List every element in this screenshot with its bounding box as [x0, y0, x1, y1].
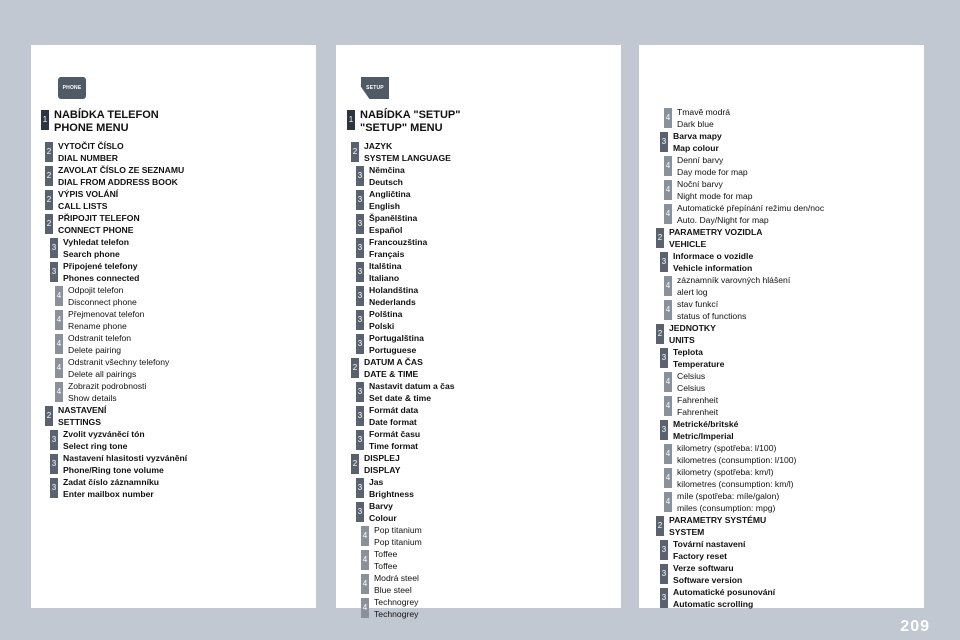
entry-label-english: Map colour [673, 142, 719, 153]
entry-label-czech: Tovární nastavení [673, 539, 746, 549]
entry-text [369, 261, 401, 285]
level-badge: 2 [351, 142, 359, 162]
level-badge: 4 [664, 492, 672, 512]
entry-text [364, 141, 451, 165]
setup-tab-label: SETUP [366, 85, 384, 91]
entry-label-czech: Celsius [677, 371, 706, 381]
entry-label-czech: Portugalština [369, 333, 424, 343]
entry-label-czech: Angličtina [369, 189, 411, 199]
entry-label-czech: záznamník varovných hlášení [677, 275, 791, 285]
entry-label-english: Delete all pairings [68, 368, 137, 379]
entry-text [68, 309, 144, 333]
level-badge: 4 [664, 276, 672, 296]
entry-label-english: Fahrenheit [677, 406, 719, 417]
entry-label-english: CONNECT PHONE [58, 224, 134, 235]
entry-label-czech: Barva mapy [673, 131, 722, 141]
entry-label-czech: Vyhledat telefon [63, 237, 130, 247]
entry-label-english: Select ring tone [63, 440, 128, 451]
level-badge: 2 [656, 228, 664, 248]
entry-label-english: Auto. Day/Night for map [677, 214, 769, 225]
entry-text [673, 539, 745, 563]
level-badge: 3 [660, 348, 668, 368]
entry-label-czech: Nastavit datum a čas [369, 381, 455, 391]
entry-text [68, 381, 146, 405]
entry-label-czech: Automatické posunování [673, 587, 776, 597]
entry-label-english: Español [369, 224, 403, 235]
level-badge: 4 [361, 574, 369, 594]
page-number: 209 [900, 618, 930, 635]
level-badge: 3 [356, 286, 364, 306]
entry-label-czech: Polština [369, 309, 403, 319]
level-badge: 3 [660, 132, 668, 152]
entry-text [677, 179, 752, 203]
entry-label-english: Temperature [673, 358, 725, 369]
entry-label-czech: Jas [369, 477, 384, 487]
entry-text [677, 107, 730, 131]
level-badge: 3 [50, 238, 58, 258]
level-badge: 3 [356, 238, 364, 258]
level-badge: 4 [55, 286, 63, 306]
entry-text [369, 429, 420, 453]
entry-label-czech: Formát času [369, 429, 421, 439]
entry-text [63, 477, 159, 501]
entry-text [673, 587, 775, 611]
entry-label-english: VEHICLE [669, 238, 707, 249]
entry-text [673, 347, 724, 371]
entry-label-english: DIAL NUMBER [58, 152, 118, 163]
entry-label-english: Dark blue [677, 118, 714, 129]
entry-label-czech: Pop titanium [374, 525, 422, 535]
phone-tab-icon [58, 77, 86, 99]
entry-label-english: Factory reset [673, 550, 727, 561]
entry-label-english: CALL LISTS [58, 200, 108, 211]
level-badge: 3 [50, 262, 58, 282]
level-badge: 2 [45, 214, 53, 234]
entry-text [369, 333, 424, 357]
entry-label-czech: PARAMETRY VOZIDLA [669, 227, 763, 237]
entry-text [374, 573, 419, 597]
entry-label-english: status of functions [677, 310, 747, 321]
entry-text [677, 467, 794, 491]
entry-label-czech: Metrické/britské [673, 419, 739, 429]
entry-label-english: English [369, 200, 401, 211]
entry-text [369, 381, 455, 405]
entry-text [68, 285, 137, 309]
level-badge: 4 [664, 108, 672, 128]
entry-label-czech: Přejmenovat telefon [68, 309, 145, 319]
entry-label-english: SETTINGS [58, 416, 101, 427]
level-badge: 3 [356, 190, 364, 210]
level-badge: 3 [356, 310, 364, 330]
entry-label-english: Celsius [677, 382, 706, 393]
level-badge: 4 [664, 180, 672, 200]
level-badge: 3 [356, 430, 364, 450]
entry-text [677, 299, 746, 323]
entry-text [58, 165, 184, 189]
entry-text [58, 141, 124, 165]
entry-text [677, 203, 824, 227]
entry-text [677, 371, 705, 395]
level-badge: 4 [55, 382, 63, 402]
entry-label-czech: Němčina [369, 165, 405, 175]
entry-label-czech: Technogrey [374, 597, 419, 607]
entry-text [677, 395, 718, 419]
entry-label-czech: Odstranit všechny telefony [68, 357, 170, 367]
level-badge: 4 [664, 300, 672, 320]
level-badge: 2 [351, 454, 359, 474]
entry-label-english: Rename phone [68, 320, 127, 331]
entry-label-czech: Denní barvy [677, 155, 724, 165]
entry-label-czech: Francouzština [369, 237, 428, 247]
entry-label-english: Time format [369, 440, 419, 451]
entry-text [677, 491, 779, 515]
entry-label-czech: Italština [369, 261, 402, 271]
level-badge: 4 [664, 396, 672, 416]
level-badge: 2 [45, 406, 53, 426]
level-badge: 1 [347, 110, 355, 130]
level-badge: 3 [356, 166, 364, 186]
entry-label-english: Date format [369, 416, 417, 427]
entry-text [58, 213, 140, 237]
level-badge: 2 [45, 166, 53, 186]
entry-label-english: PHONE MENU [54, 121, 129, 134]
level-badge: 3 [356, 334, 364, 354]
level-badge: 4 [55, 310, 63, 330]
entry-label-english: Toffee [374, 560, 398, 571]
entry-label-english: Day mode for map [677, 166, 748, 177]
level-badge: 3 [356, 262, 364, 282]
entry-text [369, 285, 418, 309]
entry-text [68, 357, 169, 381]
level-badge: 2 [45, 142, 53, 162]
entry-text [369, 237, 427, 261]
entry-label-english: DISPLAY [364, 464, 401, 475]
entry-text [374, 525, 422, 549]
entry-text [673, 563, 742, 587]
level-badge: 4 [664, 156, 672, 176]
entry-label-english: Software version [673, 574, 743, 585]
entry-label-czech: Připojené telefony [63, 261, 138, 271]
entry-label-english: Enter mailbox number [63, 488, 154, 499]
entry-text [58, 405, 106, 429]
entry-text [677, 155, 748, 179]
level-badge: 1 [41, 110, 49, 130]
entry-label-czech: NABÍDKA "SETUP" [360, 109, 461, 121]
level-badge: 3 [50, 454, 58, 474]
entry-label-czech: DISPLEJ [364, 453, 400, 463]
entry-label-czech: NABÍDKA TELEFON [54, 109, 159, 121]
entry-label-english: "SETUP" MENU [360, 121, 443, 134]
level-badge: 3 [356, 502, 364, 522]
entry-text [58, 189, 118, 213]
level-badge: 3 [356, 382, 364, 402]
entry-text [369, 477, 414, 501]
entry-label-english: Search phone [63, 248, 120, 259]
entry-label-czech: Modrá steel [374, 573, 419, 583]
entry-label-english: Metric/Imperial [673, 430, 734, 441]
entry-label-english: DIAL FROM ADDRESS BOOK [58, 176, 178, 187]
phone-menu-panel [31, 45, 316, 608]
entry-text [669, 323, 716, 347]
entry-text [374, 597, 418, 621]
entry-label-czech: Barvy [369, 501, 393, 511]
entry-label-english: kilometres (consumption: km/l) [677, 478, 794, 489]
entry-label-czech: Zvolit vyzváněcí tón [63, 429, 145, 439]
entry-label-english: Français [369, 248, 405, 259]
entry-text [673, 131, 722, 155]
entry-label-english: Polski [369, 320, 395, 331]
entry-text [369, 165, 405, 189]
entry-label-english: Vehicle information [673, 262, 753, 273]
entry-label-english: SYSTEM [669, 526, 705, 537]
entry-text [374, 549, 397, 573]
level-badge: 4 [664, 468, 672, 488]
level-badge: 2 [656, 516, 664, 536]
entry-label-english: Phones connected [63, 272, 140, 283]
level-badge: 3 [660, 252, 668, 272]
entry-label-english: Blue steel [374, 584, 412, 595]
level-badge: 3 [660, 564, 668, 584]
entry-label-english: Colour [369, 512, 397, 523]
entry-text [63, 429, 145, 453]
entry-label-english: Disconnect phone [68, 296, 137, 307]
entry-label-czech: Informace o vozidle [673, 251, 754, 261]
entry-label-czech: Tmavě modrá [677, 107, 731, 117]
level-badge: 4 [55, 358, 63, 378]
level-badge: 3 [660, 420, 668, 440]
entry-text [673, 251, 753, 275]
entry-text [369, 501, 397, 525]
entry-text [360, 109, 460, 134]
level-badge: 3 [50, 430, 58, 450]
setup-tab-icon [361, 77, 389, 99]
entry-label-czech: VYTOČIT ČÍSLO [58, 141, 124, 151]
level-badge: 4 [361, 598, 369, 618]
entry-text [669, 515, 766, 539]
level-badge: 3 [660, 588, 668, 608]
entry-text [369, 213, 417, 237]
level-badge: 3 [356, 406, 364, 426]
entry-label-english: Italiano [369, 272, 400, 283]
entry-label-czech: VÝPIS VOLÁNÍ [58, 189, 119, 199]
entry-label-czech: Odpojit telefon [68, 285, 124, 295]
entry-text [673, 419, 738, 443]
entry-label-czech: JAZYK [364, 141, 393, 151]
entry-text [68, 333, 131, 357]
entry-text [369, 405, 418, 429]
entry-label-english: miles (consumption: mpg) [677, 502, 776, 513]
level-badge: 4 [664, 204, 672, 224]
entry-label-english: DATE & TIME [364, 368, 419, 379]
entry-label-czech: JEDNOTKY [669, 323, 716, 333]
entry-label-czech: Fahrenheit [677, 395, 719, 405]
entry-label-czech: NASTAVENÍ [58, 405, 107, 415]
entry-label-english: Show details [68, 392, 117, 403]
entry-label-czech: PŘIPOJIT TELEFON [58, 213, 140, 223]
entry-label-czech: Zobrazit podrobnosti [68, 381, 147, 391]
entry-text [669, 227, 762, 251]
level-badge: 3 [356, 478, 364, 498]
entry-text [63, 237, 129, 261]
entry-text [364, 357, 423, 381]
entry-label-english: Night mode for map [677, 190, 753, 201]
entry-label-czech: míle (spotřeba: míle/galon) [677, 491, 780, 501]
level-badge: 2 [656, 324, 664, 344]
entry-label-czech: ZAVOLAT ČÍSLO ZE SEZNAMU [58, 165, 185, 175]
entry-label-czech: stav funkcí [677, 299, 719, 309]
level-badge: 4 [664, 372, 672, 392]
entry-label-czech: Holandština [369, 285, 419, 295]
entry-label-czech: kilometry (spotřeba: km/l) [677, 467, 774, 477]
entry-label-english: kilometres (consumption: l/100) [677, 454, 797, 465]
entry-label-czech: DATUM A ČAS [364, 357, 423, 367]
level-badge: 3 [660, 540, 668, 560]
entry-label-english: Portuguese [369, 344, 417, 355]
entry-text [63, 261, 139, 285]
entry-label-czech: Automatické přepínání režimu den/noc [677, 203, 825, 213]
entry-label-english: Pop titanium [374, 536, 422, 547]
level-badge: 4 [361, 526, 369, 546]
entry-text [369, 309, 402, 333]
entry-label-czech: Teplota [673, 347, 703, 357]
entry-label-english: Nederlands [369, 296, 416, 307]
entry-label-english: Delete pairing [68, 344, 122, 355]
level-badge: 4 [55, 334, 63, 354]
level-badge: 3 [356, 214, 364, 234]
level-badge: 2 [45, 190, 53, 210]
phone-tab-label: PHONE [62, 85, 82, 91]
entry-label-english: UNITS [669, 334, 695, 345]
entry-label-czech: Nastavení hlasitosti vyzvánění [63, 453, 188, 463]
entry-label-czech: Toffee [374, 549, 398, 559]
level-badge: 4 [664, 444, 672, 464]
entry-label-english: Set date & time [369, 392, 432, 403]
entry-label-czech: Noční barvy [677, 179, 723, 189]
level-badge: 3 [50, 478, 58, 498]
entry-label-czech: kilometry (spotřeba: l/100) [677, 443, 777, 453]
entry-text [369, 189, 411, 213]
entry-label-english: Brightness [369, 488, 414, 499]
entry-text [54, 109, 159, 134]
entry-label-english: Phone/Ring tone volume [63, 464, 164, 475]
entry-label-english: alert log [677, 286, 708, 297]
entry-label-english: Technogrey [374, 608, 419, 619]
entry-text [677, 443, 796, 467]
entry-text [677, 275, 790, 299]
level-badge: 4 [361, 550, 369, 570]
entry-label-czech: Zadat číslo záznamníku [63, 477, 159, 487]
entry-label-czech: Španělština [369, 213, 418, 223]
entry-label-czech: PARAMETRY SYSTÉMU [669, 515, 767, 525]
entry-label-czech: Odstranit telefon [68, 333, 132, 343]
setup-menu-panel [336, 45, 621, 619]
entry-label-czech: Formát data [369, 405, 419, 415]
entry-text [63, 453, 187, 477]
entry-label-english: SYSTEM LANGUAGE [364, 152, 451, 163]
entry-label-english: Automatic scrolling [673, 598, 754, 609]
entry-text [364, 453, 400, 477]
entry-label-czech: Verze softwaru [673, 563, 734, 573]
level-badge: 2 [351, 358, 359, 378]
setup-menu-continued-panel [639, 45, 924, 608]
entry-label-english: Deutsch [369, 176, 403, 187]
